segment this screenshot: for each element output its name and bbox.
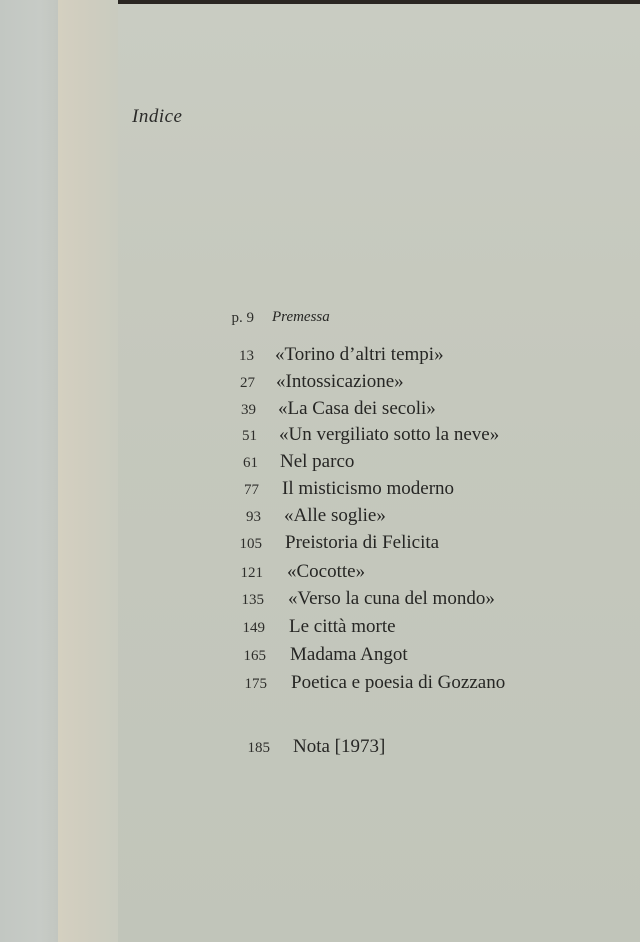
toc-entry-title: «Un vergiliato sotto la neve»: [279, 424, 500, 445]
toc-entry: [213, 424, 533, 450]
toc-entry: [226, 736, 526, 762]
toc-page-number: 27: [240, 375, 255, 391]
toc-entry: [218, 532, 518, 558]
toc-entry-title: «Verso la cuna del mondo»: [288, 588, 495, 609]
toc-page-number: 13: [239, 348, 254, 364]
toc-entry: [220, 588, 540, 614]
toc-entry-title: «Intossicazione»: [276, 371, 404, 392]
toc-page-number: 39: [241, 402, 256, 418]
book-gutter: [58, 0, 118, 942]
toc-entry: [217, 505, 517, 531]
toc-entry-title: «Cocotte»: [287, 561, 366, 582]
toc-entry-title: Nel parco: [280, 451, 355, 472]
toc-entry: [215, 478, 515, 504]
toc-page-number: 165: [243, 648, 266, 664]
toc-entry-title: «Alle soglie»: [284, 505, 386, 526]
toc-page-number: 93: [246, 509, 261, 525]
toc-page-number: p. 9: [231, 310, 254, 326]
toc-page-number: 105: [239, 536, 262, 552]
toc-entry-title: «Torino d’altri tempi»: [275, 344, 444, 365]
toc-entry: [222, 644, 522, 670]
toc-entry-title: Madama Angot: [290, 644, 408, 665]
toc-entry-title: Nota [1973]: [293, 736, 386, 757]
toc-entry-title: Preistoria di Felicita: [285, 532, 440, 553]
toc-page-number: 135: [241, 592, 264, 608]
toc-page-number: 185: [247, 740, 270, 756]
toc-entry-title: Premessa: [272, 309, 330, 325]
toc-entry: [219, 561, 519, 587]
toc-entry-title: Il misticismo moderno: [282, 478, 455, 499]
toc-page-number: 77: [244, 482, 259, 498]
toc-entry: [221, 616, 521, 642]
toc-entry: [212, 398, 512, 424]
toc-entry: [210, 344, 510, 370]
toc-page-number: 61: [243, 455, 258, 471]
toc-page-number: 149: [242, 620, 265, 636]
toc-page-number: 121: [240, 565, 263, 581]
toc-page-number: 51: [242, 428, 257, 444]
facing-page-edge: [0, 0, 58, 942]
page-title: Indice: [132, 106, 183, 127]
toc-entry-title: Poetica e poesia di Gozzano: [291, 672, 506, 693]
toc-entry-title: Le città morte: [289, 616, 396, 637]
toc-page-number: 175: [244, 676, 267, 692]
toc-entry-title: «La Casa dei secoli»: [278, 398, 436, 419]
toc-entry: [214, 451, 514, 477]
toc-entry: [211, 371, 511, 397]
toc-entry: [223, 672, 543, 698]
toc-entry: [210, 306, 510, 332]
